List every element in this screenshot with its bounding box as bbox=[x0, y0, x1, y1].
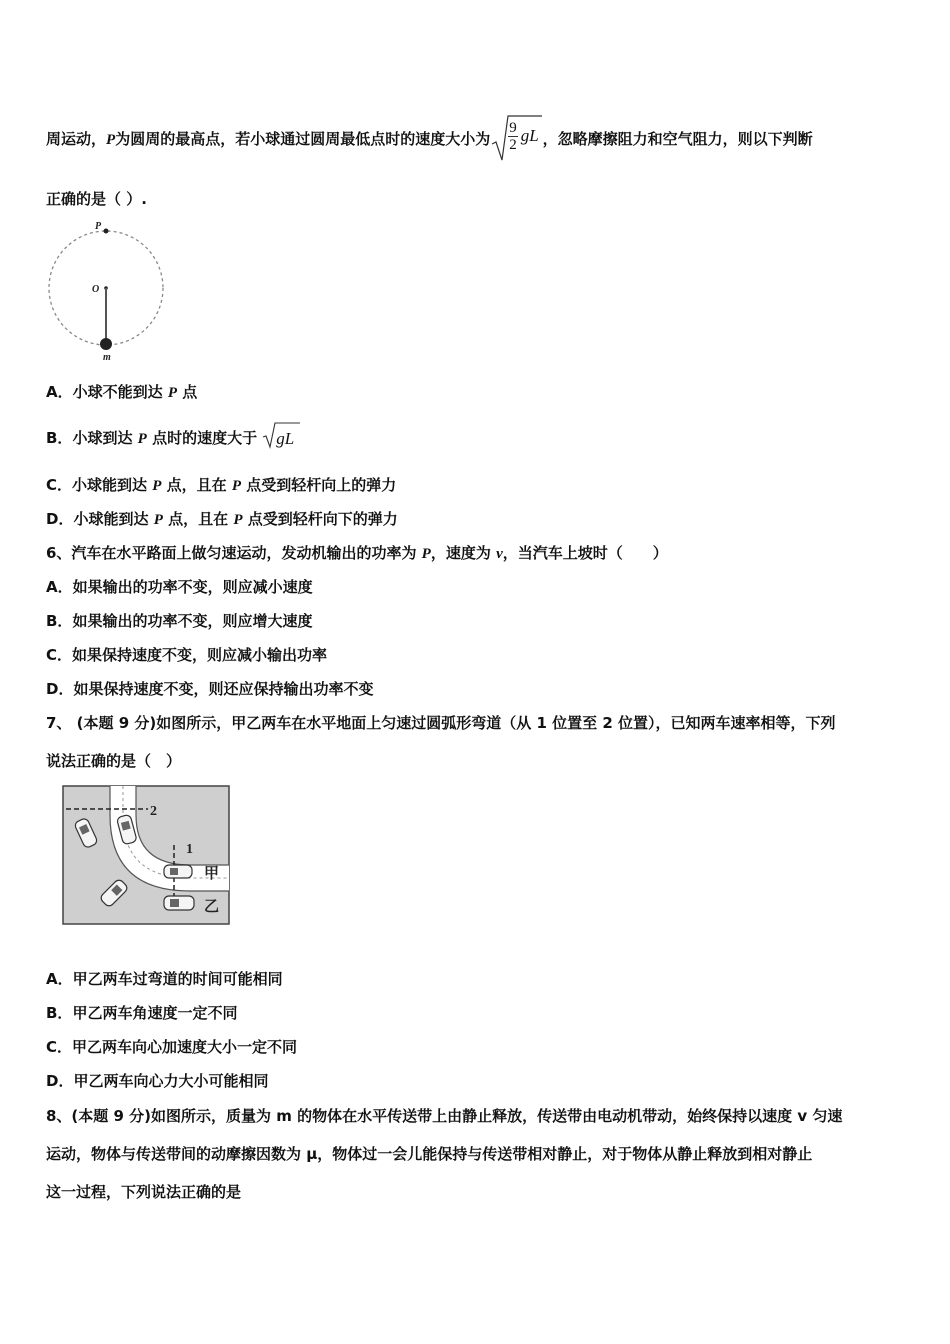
q5-option-c-text1: 小球能到达 bbox=[72, 476, 153, 494]
q7-option-b bbox=[46, 1003, 237, 1023]
q8-line3: 这一过程，下列说法正确的是 bbox=[46, 1183, 242, 1201]
label-p: P bbox=[95, 221, 102, 232]
q7-option-a-text: 甲乙两车过弯道的时间可能相同 bbox=[72, 970, 283, 988]
q7-option-a-key: A． bbox=[46, 970, 73, 988]
q5-option-d-key: D． bbox=[46, 510, 74, 528]
q7-option-a bbox=[46, 969, 283, 989]
point-p-dot bbox=[104, 229, 109, 234]
label-1: 1 bbox=[186, 842, 193, 857]
q5-stem-line1 bbox=[46, 120, 813, 153]
label-2: 2 bbox=[150, 804, 157, 819]
q5-option-b-sqrt-text: gL bbox=[276, 428, 295, 448]
q7-option-d-key: D． bbox=[46, 1072, 74, 1090]
q8-line1: 8、(本题 9 分)如图所示，质量为 m 的物体在水平传送带上由静止释放，传送带由电动机带动，始终保持以速度 v 匀速 bbox=[46, 1107, 843, 1125]
ball-m bbox=[100, 338, 112, 350]
q5-stem-line2: 正确的是（ ）. bbox=[46, 190, 147, 208]
q5-option-d-text2: 点，且在 bbox=[162, 510, 234, 528]
q5-sqrt-expression bbox=[490, 120, 539, 153]
q5-stem-part2: 为圆周的最高点，若小球通过圆周最低点时的速度大小为 bbox=[115, 130, 491, 148]
q5-option-b bbox=[46, 428, 294, 449]
q6-option-c-key: C． bbox=[46, 646, 73, 664]
q5-stem-part1: 周运动， bbox=[46, 130, 107, 148]
q5-option-d bbox=[46, 509, 398, 530]
q5-option-b-key: B． bbox=[46, 429, 73, 447]
q5-option-d-P1: P bbox=[153, 512, 163, 528]
q7-option-d-text: 甲乙两车向心力大小可能相同 bbox=[73, 1072, 269, 1090]
q5-radical-sign bbox=[490, 112, 542, 164]
q5-stem-part3: ，忽略摩擦阻力和空气阻力，则以下判断 bbox=[542, 130, 813, 148]
label-jia: 甲 bbox=[204, 866, 220, 882]
q6-stem-a: 6、汽车在水平路面上做匀速运动，发动机输出的功率为 bbox=[46, 544, 422, 562]
q8-line2: 运动，物体与传送带间的动摩擦因数为 μ，物体过一会儿能保持与传送带相对静止，对于物体从静止释放到相对静止 bbox=[46, 1145, 813, 1163]
q5-frac-num: 9 bbox=[509, 120, 517, 136]
q5-var-P: P bbox=[106, 132, 116, 148]
q6-option-a-key: A． bbox=[46, 578, 73, 596]
q6-option-b-key: B． bbox=[46, 612, 73, 630]
q6-option-b-text: 如果输出的功率不变，则应增大速度 bbox=[72, 612, 313, 630]
q5-option-c-text2: 点，且在 bbox=[161, 476, 232, 494]
q6-option-c-text: 如果保持速度不变，则应减小输出功率 bbox=[72, 646, 328, 664]
q6-var-v: v bbox=[496, 546, 503, 562]
q5-option-b-text1: 小球到达 bbox=[72, 429, 138, 447]
q6-option-a bbox=[46, 577, 313, 597]
label-o: O bbox=[92, 284, 100, 295]
q6-stem-b: ，速度为 bbox=[430, 544, 497, 562]
q6-stem bbox=[46, 543, 668, 564]
q6-option-b bbox=[46, 611, 312, 631]
q6-option-a-text: 如果输出的功率不变，则应减小速度 bbox=[72, 578, 313, 596]
q5-option-c bbox=[46, 475, 396, 496]
q7-road-figure bbox=[62, 785, 230, 925]
q5-frac-den: 2 bbox=[509, 137, 517, 153]
q5-option-c-P2: P bbox=[231, 478, 242, 494]
q5-option-b-text2: 点时的速度大于 bbox=[146, 429, 263, 447]
q7-option-c-text: 甲乙两车向心加速度大小一定不同 bbox=[72, 1038, 298, 1056]
q5-option-d-text1: 小球能到达 bbox=[73, 510, 154, 528]
q7-option-c bbox=[46, 1037, 297, 1057]
q6-option-c bbox=[46, 645, 327, 665]
label-m: m bbox=[103, 352, 111, 363]
q5-circle-figure bbox=[40, 218, 170, 364]
q6-option-d bbox=[46, 679, 373, 699]
q5-option-b-sqrt bbox=[262, 429, 294, 449]
q5-option-b-P: P bbox=[137, 431, 147, 447]
car-yi-pos1 bbox=[164, 896, 194, 910]
q6-option-d-key: D． bbox=[46, 680, 74, 698]
q5-option-a-key: A． bbox=[46, 383, 73, 401]
q5-option-c-text3: 点受到轻杆向上的弹力 bbox=[241, 476, 397, 494]
q5-option-a bbox=[46, 382, 197, 403]
q5-option-d-text3: 点受到轻杆向下的弹力 bbox=[242, 510, 398, 528]
q5-option-c-key: C． bbox=[46, 476, 73, 494]
q5-option-c-P1: P bbox=[152, 478, 162, 494]
q6-var-P: P bbox=[421, 546, 431, 562]
q5-option-a-P: P bbox=[167, 385, 178, 401]
q5-option-d-P2: P bbox=[233, 512, 243, 528]
q6-option-d-text: 如果保持速度不变，则还应保持输出功率不变 bbox=[73, 680, 374, 698]
q7-stem-line1: 7、 (本题 9 分)如图所示，甲乙两车在水平地面上匀速过圆弧形弯道（从 1 位置至 2 位置），已知两车速率相等，下列 bbox=[46, 714, 836, 732]
label-yi: 乙 bbox=[204, 899, 220, 915]
car-jia-pos1 bbox=[164, 865, 192, 878]
q5-option-a-text2: 点 bbox=[177, 383, 198, 401]
q7-option-d bbox=[46, 1071, 268, 1091]
q7-stem-line2: 说法正确的是（ ） bbox=[46, 752, 182, 770]
q5-option-a-text1: 小球不能到达 bbox=[72, 383, 168, 401]
q5-sqrt-tail: gL bbox=[520, 126, 539, 145]
q7-option-b-key: B． bbox=[46, 1004, 73, 1022]
q7-option-b-text: 甲乙两车角速度一定不同 bbox=[72, 1004, 238, 1022]
q6-stem-c: ，当汽车上坡时（ ） bbox=[502, 544, 668, 562]
q7-option-c-key: C． bbox=[46, 1038, 73, 1056]
q5-option-b-radical bbox=[262, 421, 300, 449]
